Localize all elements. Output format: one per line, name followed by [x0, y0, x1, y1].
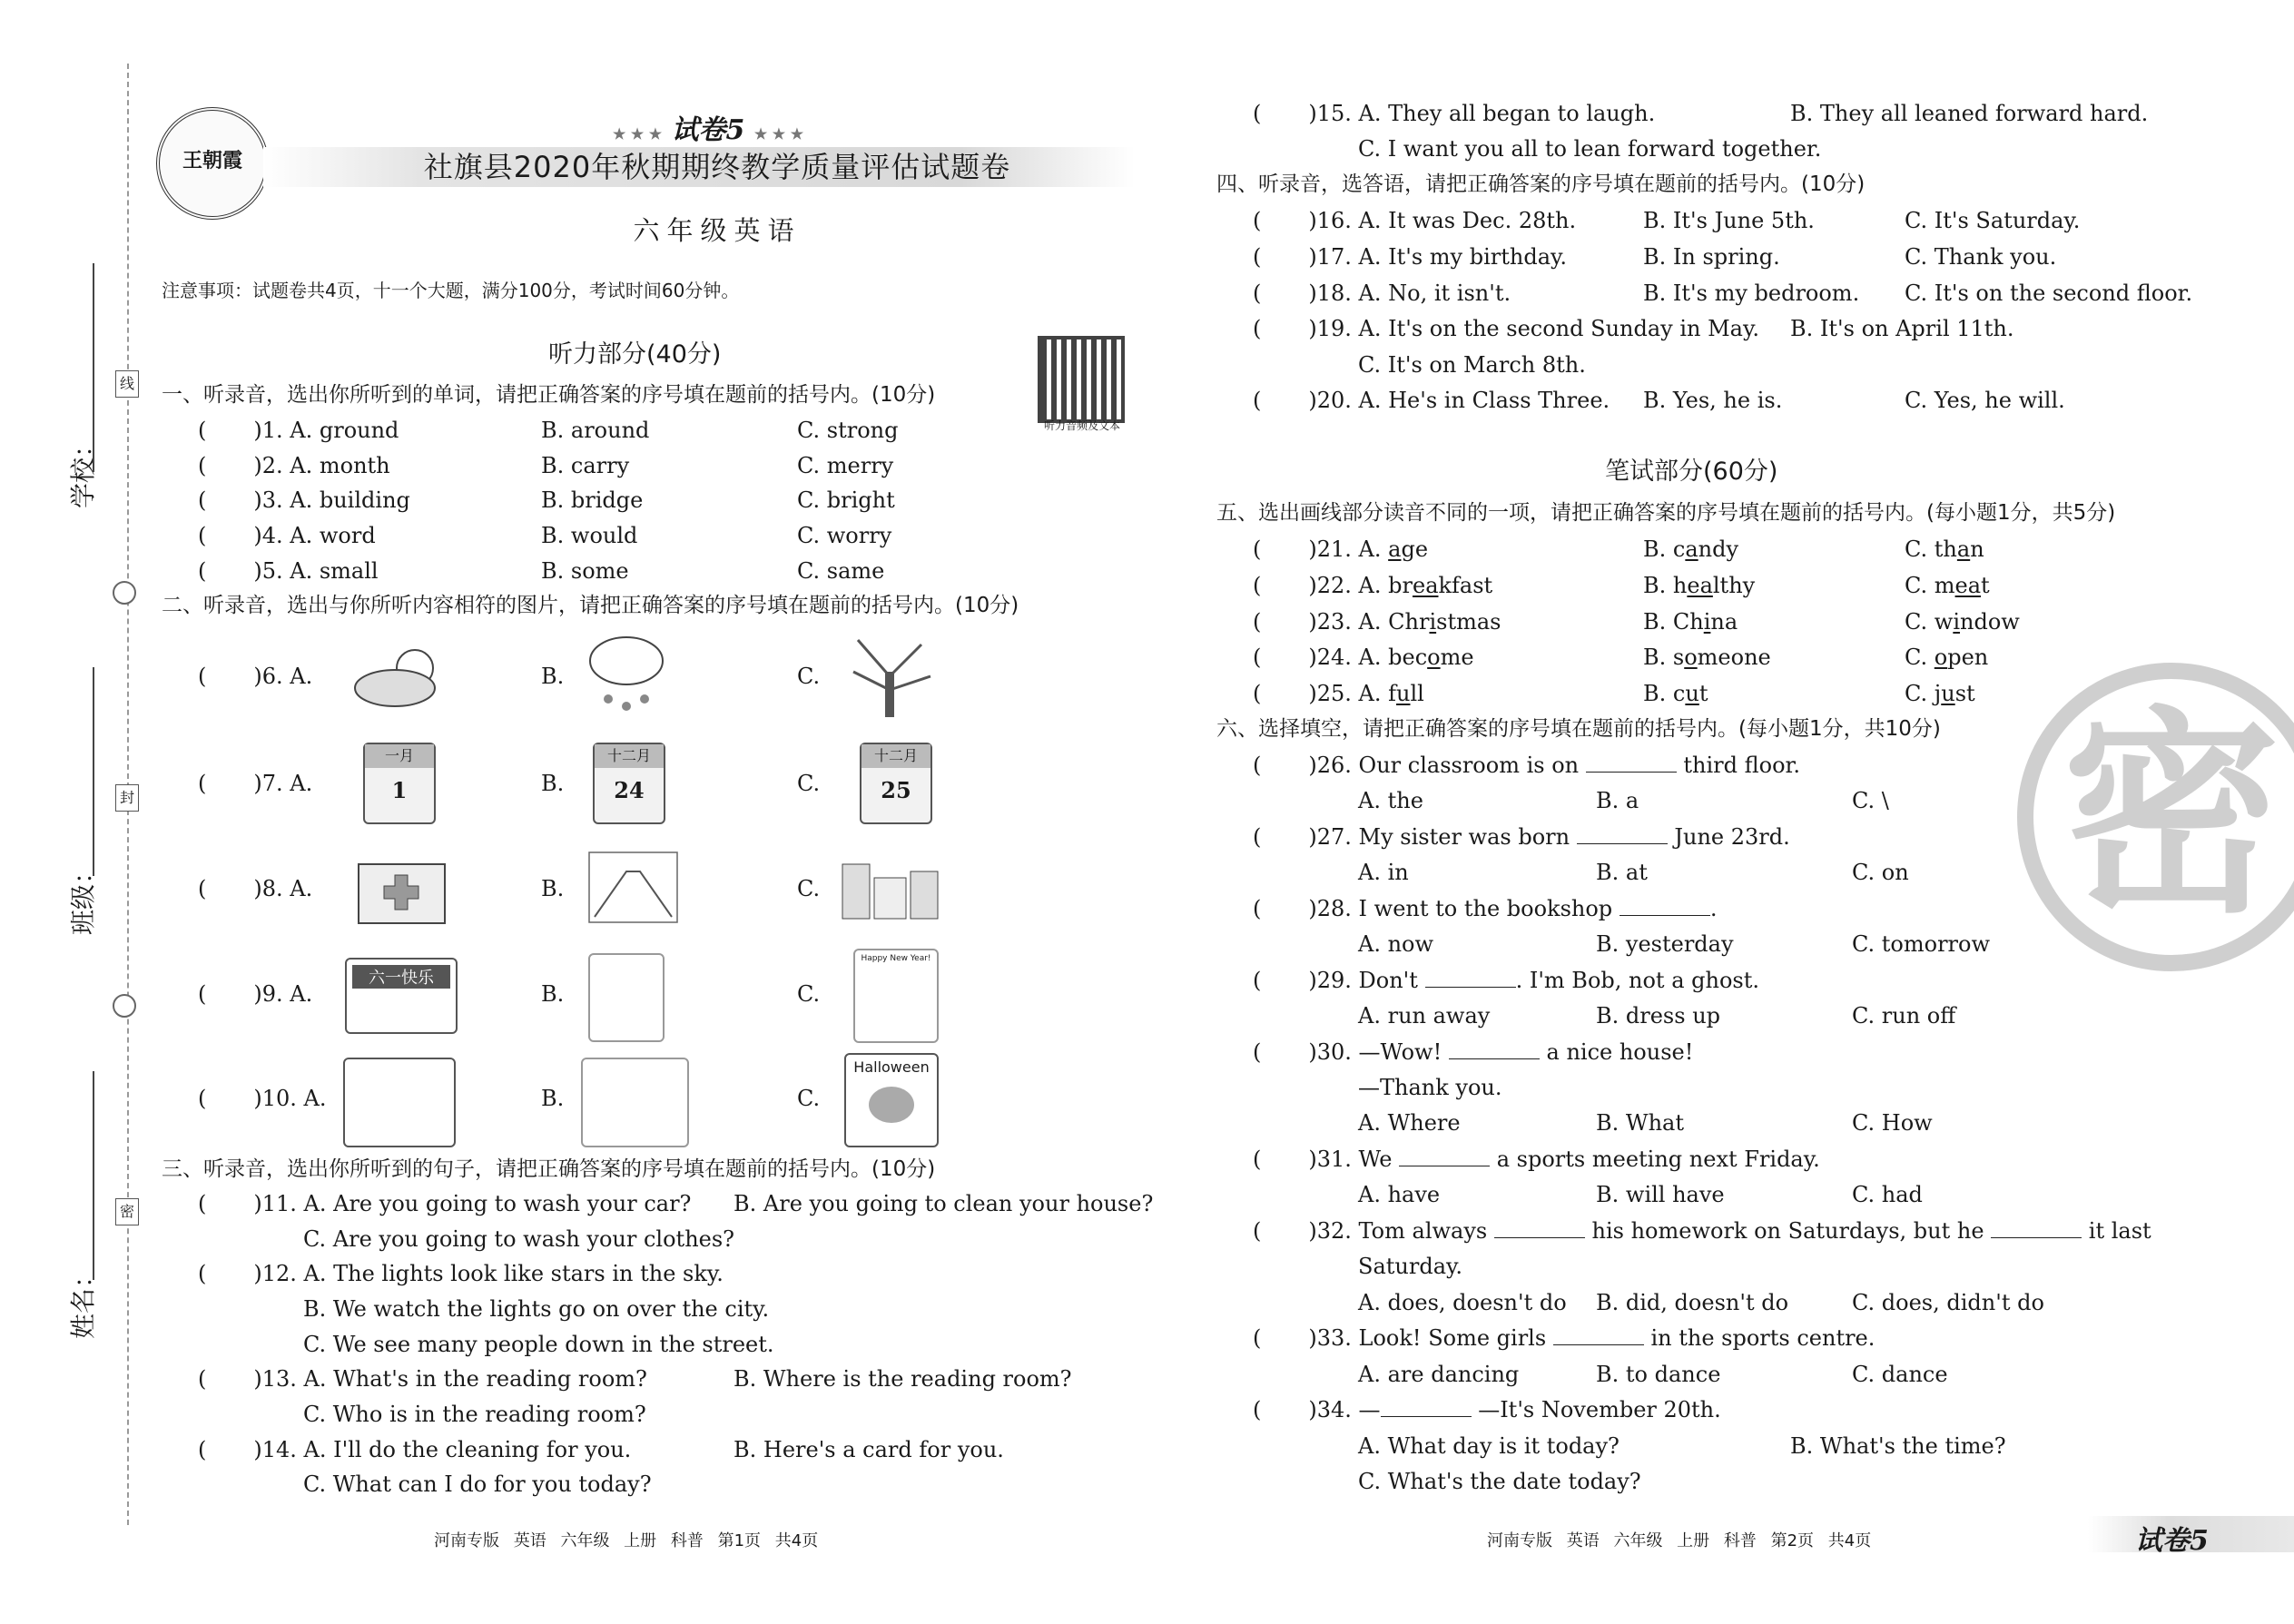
q26-a: A. the: [1358, 788, 1423, 813]
corner-tag: 试卷5: [2135, 1525, 2209, 1557]
q10-c: C.: [797, 1086, 821, 1111]
q34-a: A. What day is it today?: [1358, 1433, 1620, 1459]
q9-b: B.: [541, 981, 565, 1007]
q14-a: ( )14. A. I'll do the cleaning for you.: [198, 1437, 632, 1462]
q22: ( )22. A. breakfast: [1253, 573, 1493, 598]
buildings-picture: [833, 846, 947, 928]
q5-b: B. some: [541, 558, 629, 584]
q12-a: ( )12. A. The lights look like stars in the sky.: [198, 1261, 724, 1286]
q25: ( )25. A. full: [1253, 681, 1424, 706]
stars-left: ★ ★ ★: [612, 125, 663, 143]
q28-c: C. tomorrow: [1852, 931, 1991, 957]
q20-c: C. Yes, he will.: [1905, 388, 2065, 413]
q19-a: ( )19. A. It's on the second Sunday in May.: [1253, 316, 1759, 341]
q27-b: B. at: [1596, 860, 1648, 885]
q28-a: A. now: [1358, 931, 1434, 957]
q32-c: C. does, didn't do: [1852, 1290, 2044, 1315]
q8: ( )8. A.: [198, 876, 313, 901]
q31-c: C. had: [1852, 1182, 1923, 1207]
q25-b: B. cut: [1643, 681, 1708, 706]
q3: ( )3. A. building: [198, 487, 410, 513]
q1-c: C. strong: [797, 418, 899, 443]
q2: ( )2. A. month: [198, 453, 390, 478]
q26-c: C. \: [1852, 788, 1889, 813]
q32-cont: Saturday.: [1358, 1254, 1462, 1279]
q12-c: C. We see many people down in the street.: [303, 1332, 774, 1357]
pumpkin-icon: [869, 1087, 914, 1123]
snow-cloud-picture: [581, 626, 672, 717]
section-4-instruction: 四、听录音，选答语，请把正确答案的序号填在题前的括号内。(10分): [1216, 172, 1866, 196]
q32: ( )32. Tom always his homework on Saturdays, but he it last: [1253, 1218, 2151, 1244]
section-5-instruction: 五、选出画线部分读音不同的一项，请把正确答案的序号填在题前的括号内。(每小题1分，共5分): [1216, 501, 2116, 525]
qr-code[interactable]: [1038, 336, 1125, 423]
q6-c: C.: [797, 664, 821, 689]
q32-a: A. does, doesn't do: [1358, 1290, 1567, 1315]
family-picture: [588, 953, 665, 1042]
section-6-instruction: 六、选择填空，请把正确答案的序号填在题前的括号内。(每小题1分，共10分): [1216, 717, 1941, 741]
q16-c: C. It's Saturday.: [1905, 208, 2081, 233]
q19-c: C. It's on March 8th.: [1358, 352, 1586, 378]
q30-a: A. Where: [1358, 1110, 1461, 1136]
footer-right: 河南专版 英语 六年级 上册 科普 第2页 共4页: [1487, 1531, 1872, 1550]
mark-seal: 封: [115, 784, 139, 812]
q18-b: B. It's my bedroom.: [1643, 281, 1860, 306]
q29-c: C. run off: [1852, 1003, 1956, 1029]
q8-c: C.: [797, 876, 821, 901]
q13-b: B. Where is the reading room?: [733, 1366, 1072, 1392]
notice-text: 注意事项：试题卷共4页，十一个大题，满分100分，考试时间60分钟。: [162, 280, 740, 301]
binding-school-line: [93, 263, 94, 472]
q21-b: B. candy: [1643, 536, 1739, 562]
cloud-sun-picture: [350, 635, 449, 717]
new-year-text: Happy New Year!: [861, 954, 931, 963]
q9: ( )9. A.: [198, 981, 313, 1007]
q31-b: B. will have: [1596, 1182, 1725, 1207]
childrens-day-picture: [345, 958, 458, 1034]
q11-a: ( )11. A. Are you going to wash your car?: [198, 1191, 692, 1216]
brand-logo-text: 王朝霞: [182, 149, 242, 172]
q19-b: B. It's on April 11th.: [1790, 316, 2014, 341]
q2-c: C. merry: [797, 453, 894, 478]
q34-b: B. What's the time?: [1790, 1433, 2006, 1459]
calendar-day: 25: [881, 777, 911, 803]
q6: ( )6. A.: [198, 664, 313, 689]
q15-c: C. I want you all to lean forward together.: [1358, 136, 1822, 162]
q29-b: B. dress up: [1596, 1003, 1721, 1029]
street-picture: [586, 849, 681, 926]
q33-a: A. are dancing: [1358, 1362, 1520, 1387]
q23: ( )23. A. Christmas: [1253, 609, 1501, 635]
calendar-picture-b: [593, 743, 665, 824]
q2-b: B. carry: [541, 453, 630, 478]
q13-c: C. Who is in the reading room?: [303, 1402, 646, 1427]
exam-title: 社旗县2020年秋期期终教学质量评估试题卷: [423, 150, 1011, 184]
exam-subtitle: 六年级英语: [633, 215, 802, 246]
q30-b: B. What: [1596, 1110, 1684, 1136]
door-visit-picture: [343, 1058, 456, 1147]
mark-line: 线: [115, 370, 139, 398]
q31-a: A. have: [1358, 1182, 1441, 1207]
tree-picture: [840, 626, 940, 722]
q34: ( )34. — —It's November 20th.: [1253, 1397, 1721, 1422]
q8-b: B.: [541, 876, 565, 901]
q18-c: C. It's on the second floor.: [1905, 281, 2193, 306]
q10-b: B.: [541, 1086, 565, 1111]
q15-b: B. They all leaned forward hard.: [1790, 101, 2149, 126]
q22-b: B. healthy: [1643, 573, 1756, 598]
q16-b: B. It's June 5th.: [1643, 208, 1815, 233]
section-1-instruction: 一、听录音，选出你所听到的单词，请把正确答案的序号填在题前的括号内。(10分): [162, 383, 936, 407]
q4-b: B. would: [541, 523, 638, 548]
cloud-icon: [590, 637, 663, 684]
listening-title: 听力部分(40分): [548, 340, 722, 369]
paper-number-text: 试卷5: [671, 114, 745, 146]
q6-b: B.: [541, 664, 565, 689]
qr-caption: 听力音频及文本: [1043, 419, 1120, 432]
q27-a: A. in: [1358, 860, 1409, 885]
binding-hole-icon: [113, 994, 136, 1018]
q3-b: B. bridge: [541, 487, 644, 513]
q33-b: B. to dance: [1596, 1362, 1721, 1387]
q16-a: ( )16. A. It was Dec. 28th.: [1253, 208, 1577, 233]
q12-b: B. We watch the lights go on over the city.: [303, 1296, 770, 1322]
q11-b: B. Are you going to clean your house?: [733, 1191, 1154, 1216]
q33: ( )33. Look! Some girls in the sports centre.: [1253, 1325, 1876, 1351]
q17-b: B. In spring.: [1643, 244, 1780, 270]
mark-dense: 密: [115, 1198, 139, 1225]
seal-watermark: [2017, 663, 2294, 971]
christmas-picture: [581, 1058, 689, 1147]
q20-b: B. Yes, he is.: [1643, 388, 1783, 413]
q23-b: B. China: [1643, 609, 1738, 635]
q14-b: B. Here's a card for you.: [733, 1437, 1004, 1462]
q27: ( )27. My sister was born June 23rd.: [1253, 824, 1790, 850]
brand-logo: [156, 107, 269, 220]
q30-reply: —Thank you.: [1358, 1075, 1502, 1100]
q7-b: B.: [541, 771, 565, 796]
q11-c: C. Are you going to wash your clothes?: [303, 1226, 735, 1252]
q14-c: C. What can I do for you today?: [303, 1471, 652, 1497]
snowflake-icon: [604, 694, 613, 704]
calendar-month: 十二月: [595, 744, 664, 768]
q10: ( )10. A.: [198, 1086, 327, 1111]
q22-c: C. meat: [1905, 573, 1990, 598]
q1: ( )1. A. ground: [198, 418, 399, 443]
q17-a: ( )17. A. It's my birthday.: [1253, 244, 1568, 270]
q24-c: C. open: [1905, 645, 1989, 670]
q1-b: B. around: [541, 418, 650, 443]
q7-c: C.: [797, 771, 821, 796]
binding-class-line: [93, 667, 94, 876]
q27-c: C. on: [1852, 860, 1909, 885]
q5-c: C. same: [797, 558, 885, 584]
calendar-month: 十二月: [861, 744, 930, 768]
banner-text: 六一快乐: [352, 965, 450, 989]
q34-c: C. What's the date today?: [1358, 1469, 1641, 1494]
hospital-picture: [350, 846, 454, 928]
section-2-instruction: 二、听录音，选出与你所听内容相符的图片，请把正确答案的序号填在题前的括号内。(10分): [162, 594, 1019, 617]
footer-left: 河南专版 英语 六年级 上册 科普 第1页 共4页: [434, 1531, 819, 1550]
q5: ( )5. A. small: [198, 558, 379, 584]
q26: ( )26. Our classroom is on third floor.: [1253, 753, 1801, 778]
binding-name-line: [93, 1071, 94, 1280]
calendar-day: 1: [391, 777, 408, 803]
q24-b: B. someone: [1643, 645, 1771, 670]
section-3-instruction: 三、听录音，选出你所听到的句子，请把正确答案的序号填在题前的括号内。(10分): [162, 1157, 936, 1181]
paper-number: [599, 107, 817, 147]
halloween-text: Halloween: [853, 1058, 930, 1076]
q24: ( )24. A. become: [1253, 645, 1474, 670]
q28: ( )28. I went to the bookshop .: [1253, 896, 1718, 921]
q4-c: C. worry: [797, 523, 892, 548]
q26-b: B. a: [1596, 788, 1639, 813]
new-year-picture: [853, 949, 939, 1043]
tree-trunk: [885, 672, 894, 717]
q30: ( )30. —Wow! a nice house!: [1253, 1039, 1694, 1065]
q20-a: ( )20. A. He's in Class Three.: [1253, 388, 1610, 413]
q28-b: B. yesterday: [1596, 931, 1734, 957]
q29-a: A. run away: [1358, 1003, 1491, 1029]
writing-title: 笔试部分(60分): [1605, 458, 1778, 486]
stars-right: ★ ★ ★: [753, 125, 804, 143]
q25-c: C. just: [1905, 681, 1975, 706]
q17-c: C. Thank you.: [1905, 244, 2057, 270]
calendar-month: 一月: [365, 744, 434, 768]
calendar-picture-c: [860, 743, 932, 824]
q31: ( )31. We a sports meeting next Friday.: [1253, 1147, 1820, 1172]
q33-c: C. dance: [1852, 1362, 1948, 1387]
q32-b: B. did, doesn't do: [1596, 1290, 1789, 1315]
seal-character: 密: [2062, 688, 2280, 942]
q4: ( )4. A. word: [198, 523, 376, 548]
q15-a: ( )15. A. They all began to laugh.: [1253, 101, 1656, 126]
q30-c: C. How: [1852, 1110, 1933, 1136]
q23-c: C. window: [1905, 609, 2020, 635]
q9-c: C.: [797, 981, 821, 1007]
binding-name-label: 姓名：: [68, 1262, 98, 1339]
q18-a: ( )18. A. No, it isn't.: [1253, 281, 1511, 306]
q13-a: ( )13. A. What's in the reading room?: [198, 1366, 647, 1392]
halloween-picture: [844, 1053, 939, 1147]
q7: ( )7. A.: [198, 771, 313, 796]
calendar-picture-a: [363, 743, 436, 824]
binding-hole-icon: [113, 581, 136, 605]
cloud-icon: [355, 670, 435, 706]
binding-school-label: 学校：: [68, 431, 98, 508]
q21-c: C. than: [1905, 536, 1984, 562]
calendar-day: 24: [614, 777, 645, 803]
q29: ( )29. Don't . I'm Bob, not a ghost.: [1253, 968, 1759, 993]
q21: ( )21. A. age: [1253, 536, 1429, 562]
binding-class-label: 班级：: [68, 858, 98, 935]
q3-c: C. bright: [797, 487, 895, 513]
